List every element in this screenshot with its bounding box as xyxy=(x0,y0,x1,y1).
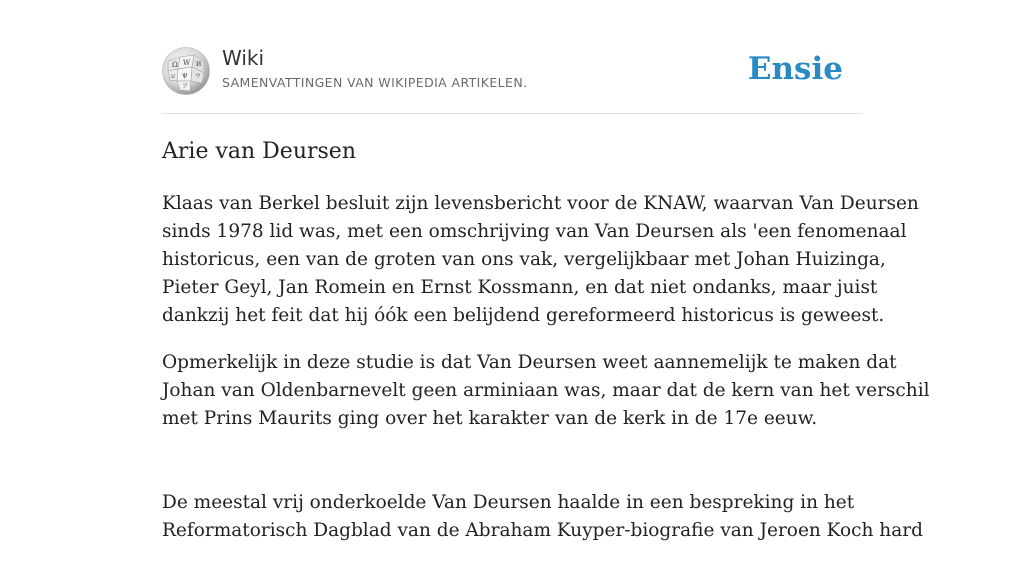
article-title: Arie van Deursen xyxy=(162,139,356,164)
svg-text:ש: ש xyxy=(171,73,176,80)
wikipedia-globe-icon[interactable] xyxy=(162,47,210,95)
paragraph-line: met Prins Maurits ging over het karakter van de kerk in de 17e eeuw. xyxy=(162,408,818,429)
site-header xyxy=(162,44,862,114)
article-paragraph-2 xyxy=(162,349,930,433)
paragraph-line: dankzij het feit dat hij óók een belijdend gereformeerd historicus is geweest. xyxy=(162,305,885,326)
article-paragraph-1 xyxy=(162,190,919,330)
article xyxy=(162,136,930,564)
svg-text:Ω: Ω xyxy=(172,61,178,69)
paragraph-line: Pieter Geyl, Jan Romein en Ernst Kossmann, en dat niet ondanks, maar juist xyxy=(162,277,878,298)
paragraph-line: Klaas van Berkel besluit zijn levensbericht voor de KNAW, waarvan Van Deursen xyxy=(162,193,919,214)
paragraph-line: De meestal vrij onderkoelde Van Deursen haalde in een bespreking in het xyxy=(162,492,855,513)
ensie-brand-link[interactable]: Ensie xyxy=(747,51,843,87)
svg-text:ア: ア xyxy=(182,83,189,90)
paragraph-line: Johan van Oldenbarnevelt geen arminiaan was, maar dat de kern van het verschil xyxy=(162,380,930,401)
paragraph-line: Opmerkelijk in deze studie is dat Van Deursen weet aannemelijk te maken dat xyxy=(162,352,897,373)
svg-text:И: И xyxy=(196,61,202,68)
article-paragraph-3 xyxy=(162,489,923,545)
svg-text:ウ: ウ xyxy=(195,73,202,80)
paragraph-line: historicus, een van de groten van ons vak, vergelijkbaar met Johan Huizinga, xyxy=(162,249,886,270)
svg-text:W: W xyxy=(183,59,191,67)
svg-text:ψ: ψ xyxy=(182,71,188,79)
paragraph-line: Reformatorisch Dagblad van de Abraham Kuyper-biografie van Jeroen Koch hard xyxy=(162,520,923,541)
site-tagline: SAMENVATTINGEN VAN WIKIPEDIA ARTIKELEN. xyxy=(222,75,528,90)
paragraph-line: sinds 1978 lid was, met een omschrijving van Van Deursen als 'een fenomenaal xyxy=(162,221,907,242)
paragraph-spacer xyxy=(162,452,862,489)
site-name[interactable]: Wiki xyxy=(222,46,265,70)
